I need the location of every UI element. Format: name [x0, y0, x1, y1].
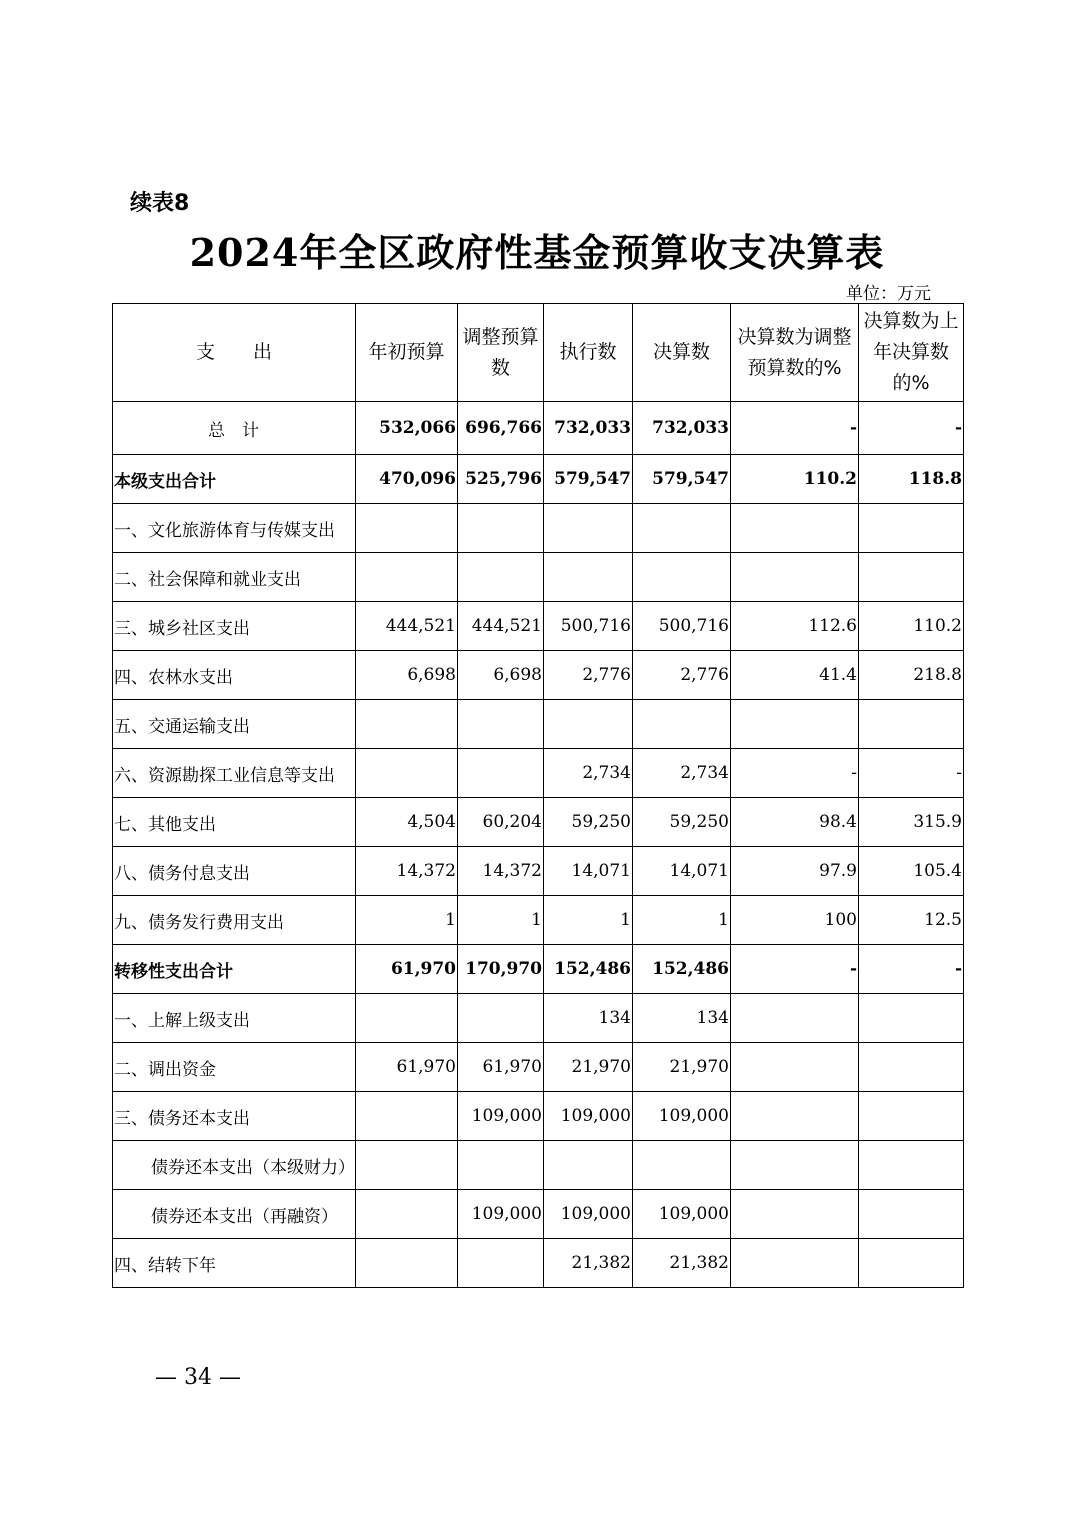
cell-pct-adjusted: 41.4	[731, 651, 859, 700]
header-item: 支 出	[113, 304, 356, 402]
cell-initial: 61,970	[356, 945, 458, 994]
cell-executed	[544, 1141, 633, 1190]
cell-initial: 532,066	[356, 402, 458, 455]
cell-final: 14,071	[633, 847, 731, 896]
cell-final: 579,547	[633, 455, 731, 504]
cell-final: 109,000	[633, 1190, 731, 1239]
cell-pct-adjusted	[731, 1239, 859, 1288]
row-label: 六、资源勘探工业信息等支出	[113, 749, 356, 798]
header-adjusted: 调整预算数	[458, 304, 544, 402]
cell-adjusted: 696,766	[458, 402, 544, 455]
row-label: 一、文化旅游体育与传媒支出	[113, 504, 356, 553]
table-row	[113, 402, 964, 455]
cell-pct-adjusted	[731, 553, 859, 602]
cell-executed	[544, 700, 633, 749]
page-title: 2024年全区政府性基金预算收支决算表	[189, 230, 885, 275]
cell-executed: 21,970	[544, 1043, 633, 1092]
unit-label: 单位：万元	[846, 284, 931, 304]
cell-pct-last	[859, 1190, 964, 1239]
cell-final: 500,716	[633, 602, 731, 651]
cell-initial	[356, 1092, 458, 1141]
row-label: 转移性支出合计	[113, 945, 356, 994]
cell-executed: 109,000	[544, 1190, 633, 1239]
subtitle: 续表8	[130, 191, 190, 216]
table-row	[113, 1190, 964, 1239]
cell-executed: 2,734	[544, 749, 633, 798]
cell-executed	[544, 504, 633, 553]
cell-initial: 470,096	[356, 455, 458, 504]
row-label: 七、其他支出	[113, 798, 356, 847]
table-row	[113, 602, 964, 651]
row-label: 总 计	[113, 402, 356, 455]
cell-initial	[356, 749, 458, 798]
cell-adjusted: 109,000	[458, 1092, 544, 1141]
cell-pct-adjusted: -	[731, 945, 859, 994]
table-row	[113, 455, 964, 504]
cell-pct-last	[859, 1043, 964, 1092]
cell-initial	[356, 994, 458, 1043]
row-label: 本级支出合计	[113, 455, 356, 504]
cell-executed: 14,071	[544, 847, 633, 896]
cell-pct-adjusted: 100	[731, 896, 859, 945]
cell-pct-last: -	[859, 402, 964, 455]
cell-pct-adjusted: 98.4	[731, 798, 859, 847]
table-row	[113, 1239, 964, 1288]
cell-final	[633, 700, 731, 749]
row-label: 四、结转下年	[113, 1239, 356, 1288]
cell-initial: 444,521	[356, 602, 458, 651]
cell-pct-last: 105.4	[859, 847, 964, 896]
cell-pct-adjusted: 112.6	[731, 602, 859, 651]
cell-adjusted	[458, 994, 544, 1043]
cell-executed: 500,716	[544, 602, 633, 651]
budget-table	[112, 303, 964, 1288]
cell-pct-last: -	[859, 749, 964, 798]
cell-adjusted	[458, 1239, 544, 1288]
cell-pct-last: -	[859, 945, 964, 994]
cell-initial	[356, 1190, 458, 1239]
cell-initial	[356, 553, 458, 602]
cell-pct-last	[859, 700, 964, 749]
cell-final: 59,250	[633, 798, 731, 847]
row-label: 二、调出资金	[113, 1043, 356, 1092]
cell-pct-last: 218.8	[859, 651, 964, 700]
table-row	[113, 945, 964, 994]
cell-pct-last	[859, 504, 964, 553]
table-row	[113, 651, 964, 700]
cell-pct-adjusted	[731, 994, 859, 1043]
cell-initial: 4,504	[356, 798, 458, 847]
cell-final: 1	[633, 896, 731, 945]
cell-executed: 732,033	[544, 402, 633, 455]
cell-final	[633, 504, 731, 553]
table-row	[113, 896, 964, 945]
row-label: 债券还本支出（本级财力）	[113, 1141, 356, 1190]
cell-executed: 59,250	[544, 798, 633, 847]
cell-pct-last	[859, 553, 964, 602]
cell-executed	[544, 553, 633, 602]
table-row	[113, 1092, 964, 1141]
cell-final: 152,486	[633, 945, 731, 994]
cell-final: 2,734	[633, 749, 731, 798]
cell-executed: 1	[544, 896, 633, 945]
table-row	[113, 504, 964, 553]
cell-pct-adjusted	[731, 700, 859, 749]
row-label: 债券还本支出（再融资）	[113, 1190, 356, 1239]
header-executed: 执行数	[544, 304, 633, 402]
cell-final	[633, 553, 731, 602]
cell-pct-last	[859, 1239, 964, 1288]
cell-initial: 61,970	[356, 1043, 458, 1092]
table-row	[113, 847, 964, 896]
cell-adjusted: 109,000	[458, 1190, 544, 1239]
cell-adjusted	[458, 504, 544, 553]
cell-executed: 2,776	[544, 651, 633, 700]
cell-pct-adjusted: 97.9	[731, 847, 859, 896]
table-row	[113, 749, 964, 798]
cell-pct-adjusted: -	[731, 749, 859, 798]
cell-pct-adjusted	[731, 1043, 859, 1092]
cell-initial: 1	[356, 896, 458, 945]
cell-initial	[356, 504, 458, 553]
table-row	[113, 1141, 964, 1190]
cell-final: 109,000	[633, 1092, 731, 1141]
cell-pct-last: 12.5	[859, 896, 964, 945]
cell-adjusted	[458, 749, 544, 798]
table-header-row	[113, 304, 964, 402]
cell-adjusted: 525,796	[458, 455, 544, 504]
cell-initial	[356, 1239, 458, 1288]
cell-pct-last: 315.9	[859, 798, 964, 847]
cell-executed: 152,486	[544, 945, 633, 994]
cell-adjusted: 444,521	[458, 602, 544, 651]
cell-adjusted: 6,698	[458, 651, 544, 700]
cell-executed: 579,547	[544, 455, 633, 504]
table-row	[113, 700, 964, 749]
cell-pct-adjusted	[731, 1141, 859, 1190]
cell-final: 21,382	[633, 1239, 731, 1288]
header-pct-last: 决算数为上年决算数的%	[859, 304, 964, 402]
header-final: 决算数	[633, 304, 731, 402]
cell-pct-adjusted	[731, 1190, 859, 1239]
row-label: 三、城乡社区支出	[113, 602, 356, 651]
cell-final: 2,776	[633, 651, 731, 700]
cell-pct-adjusted	[731, 504, 859, 553]
cell-initial: 6,698	[356, 651, 458, 700]
row-label: 一、上解上级支出	[113, 994, 356, 1043]
cell-adjusted: 61,970	[458, 1043, 544, 1092]
cell-pct-last: 118.8	[859, 455, 964, 504]
cell-executed: 109,000	[544, 1092, 633, 1141]
cell-executed: 134	[544, 994, 633, 1043]
cell-pct-last	[859, 994, 964, 1043]
page-number: — 34 —	[155, 1365, 241, 1390]
header-pct-adjusted: 决算数为调整预算数的%	[731, 304, 859, 402]
cell-pct-last: 110.2	[859, 602, 964, 651]
header-initial: 年初预算	[356, 304, 458, 402]
cell-adjusted	[458, 1141, 544, 1190]
cell-final: 21,970	[633, 1043, 731, 1092]
cell-final	[633, 1141, 731, 1190]
cell-final: 732,033	[633, 402, 731, 455]
cell-initial	[356, 700, 458, 749]
cell-pct-adjusted	[731, 1092, 859, 1141]
row-label: 九、债务发行费用支出	[113, 896, 356, 945]
cell-adjusted: 170,970	[458, 945, 544, 994]
cell-final: 134	[633, 994, 731, 1043]
cell-pct-last	[859, 1141, 964, 1190]
table-row	[113, 798, 964, 847]
row-label: 八、债务付息支出	[113, 847, 356, 896]
cell-pct-adjusted: -	[731, 402, 859, 455]
cell-executed: 21,382	[544, 1239, 633, 1288]
cell-adjusted	[458, 700, 544, 749]
cell-initial: 14,372	[356, 847, 458, 896]
cell-pct-last	[859, 1092, 964, 1141]
table-row	[113, 553, 964, 602]
cell-initial	[356, 1141, 458, 1190]
cell-pct-adjusted: 110.2	[731, 455, 859, 504]
cell-adjusted: 14,372	[458, 847, 544, 896]
cell-adjusted: 60,204	[458, 798, 544, 847]
row-label: 四、农林水支出	[113, 651, 356, 700]
row-label: 二、社会保障和就业支出	[113, 553, 356, 602]
row-label: 三、债务还本支出	[113, 1092, 356, 1141]
cell-adjusted: 1	[458, 896, 544, 945]
table-row	[113, 994, 964, 1043]
row-label: 五、交通运输支出	[113, 700, 356, 749]
cell-adjusted	[458, 553, 544, 602]
table-row	[113, 1043, 964, 1092]
